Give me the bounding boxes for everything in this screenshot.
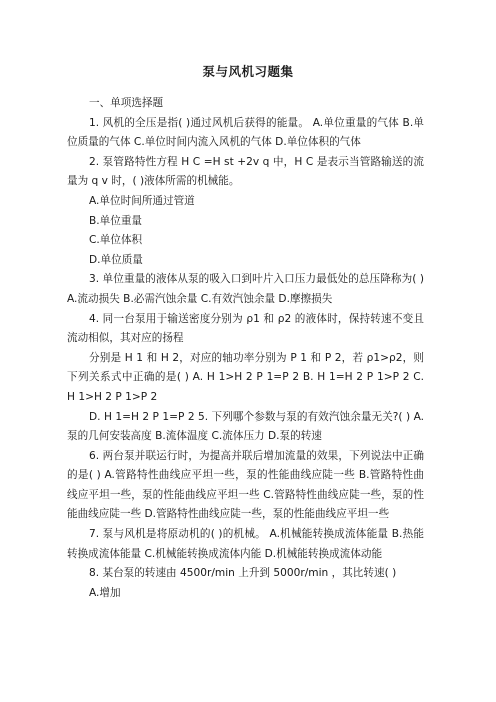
question-paragraph: 8. 某台泵的转速由 4500r/min 上升到 5000r/min ，其比转速( ) bbox=[89, 567, 397, 580]
question-paragraph: D. H 1=H 2 P 1=P 2 5. 下列哪个参数与泵的有效汽蚀余量无关?( ) A.泵的几何安装高度 B.流体温度 C.流体压力 D.泵的转速 bbox=[67, 410, 424, 443]
option-line: C.单位体积 bbox=[89, 234, 143, 247]
question-paragraph: 7. 泵与风机是将原动机的( )的机械。 A.机械能转换成流体能量 B.热能转换成流体能量 C.机械能转换成流体内能 D.机械能转换成流体动能 bbox=[67, 528, 424, 560]
question-paragraph: 3. 单位重量的液体从泵的吸入口到叶片入口压力最低处的总压降称为( ) A.流动损失 B.必需汽蚀余量 C.有效汽蚀余量 D.摩擦损失 bbox=[67, 273, 424, 305]
page-title: 泵与风机习题集 bbox=[202, 64, 294, 79]
question-paragraph: 2. 泵管路特性方程 H C =H st +2v q 中，H C 是表示当管路输送的流量为 q v 时，( )液体所需的机械能。 bbox=[67, 155, 424, 188]
question-paragraph: 分别是 H 1 和 H 2，对应的轴功率分别为 P 1 和 P 2，若 ρ1>ρ2，则下列关系式中正确的是( ) A. H 1>H 2 P 1=P 2 B. H 1=H 2 P 1>P 2 C. H 1>H 2 P 1>P 2 bbox=[67, 351, 424, 403]
option-line: A.增加 bbox=[89, 586, 121, 599]
question-paragraph: 1. 风机的全压是指( )通过风机后获得的能量。 A.单位重量的气体 B.单位质量的气体 C.单位时间内流入风机的气体 D.单位体积的气体 bbox=[67, 116, 424, 149]
document-body bbox=[67, 94, 424, 603]
option-line: A.单位时间所通过管道 bbox=[89, 194, 195, 207]
section-heading: 一、单项选择题 bbox=[89, 97, 164, 109]
option-line: D.单位质量 bbox=[89, 253, 143, 266]
question-paragraph: 6. 两台泵并联运行时，为提高并联后增加流量的效果，下列说法中正确的是( ) A.管路特性曲线应平坦一些，泵的性能曲线应陡一些 B.管路特性曲线应平坦一些，泵的性能曲线应平坦一些 C.管路特性曲线应陡一些，泵的性能曲线应陡一些 D.管路特性曲线应陡一些，泵的性能曲线应平坦一些 bbox=[67, 449, 424, 521]
question-paragraph: 4. 同一台泵用于输送密度分别为 ρ1 和 ρ2 的液体时，保持转速不变且流动相似，其对应的扬程 bbox=[67, 312, 424, 345]
option-line: B.单位重量 bbox=[89, 214, 143, 227]
